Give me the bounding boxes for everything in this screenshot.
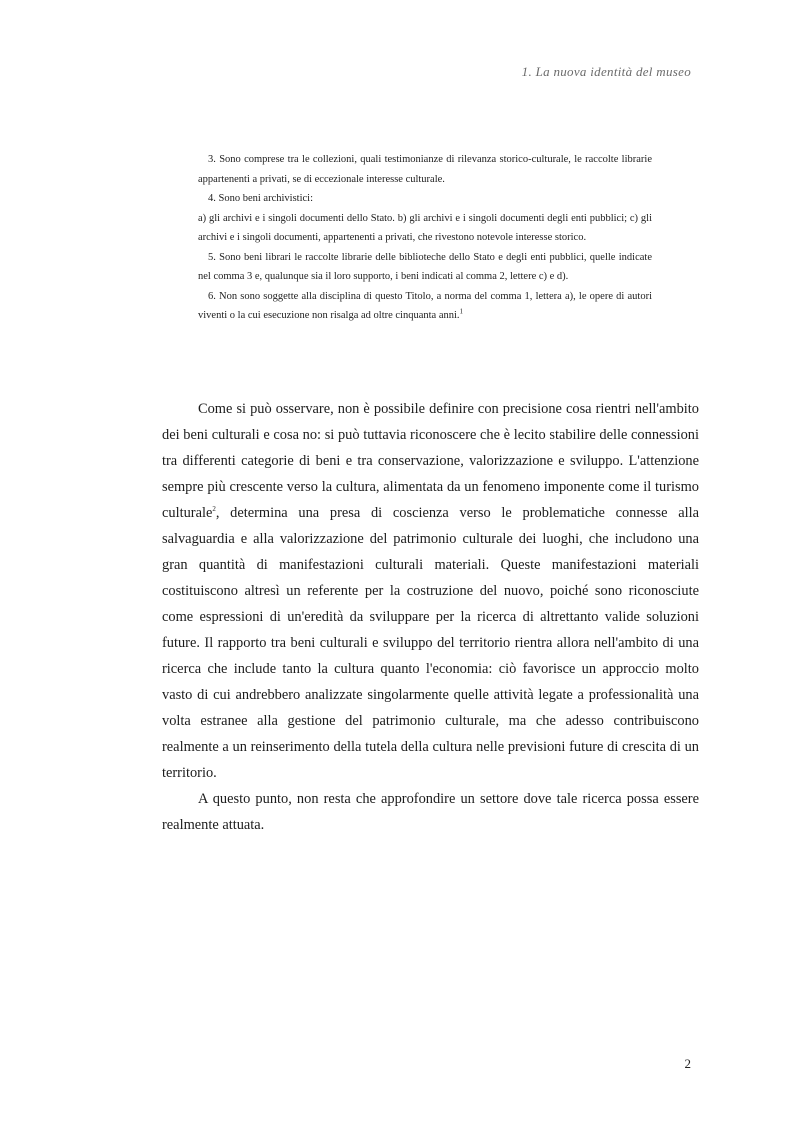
body-paragraph-2: A questo punto, non resta che approfondire un settore dove tale ricerca possa essere realmente attuata. bbox=[162, 791, 699, 833]
quote-paragraph-4: 4. Sono beni archivistici: bbox=[208, 193, 313, 204]
quote-paragraph-3: 3. Sono comprese tra le collezioni, quali testimonianze di rilevanza storico-culturale, le raccolte librarie appartenenti a privati, se di eccezionale interesse culturale. bbox=[198, 154, 652, 185]
running-header: 1. La nuova identità del museo bbox=[521, 64, 691, 79]
legal-quote-block bbox=[198, 150, 652, 326]
body-paragraph-1-part-b: , determina una presa di coscienza verso le problematiche connesse alla salvaguardia e alla valorizzazione del patrimonio culturale dei luoghi, che includono una gran quantità di manifestazioni culturali materiali. Queste manifestazioni materiali costituiscono altresì un referente per la costruzione del nuovo, poiché sono riconosciute come espressioni di un'eredità da sviluppare per la ricerca di altrettanto valide soluzioni future. Il rapporto tra beni culturali e sviluppo del territorio rientra allora nell'ambito di una ricerca che include tanto la cultura quanto l'economia: ciò favorisce un approccio molto vasto di cui andrebbero analizzate singolarmente quelle attività legate a professionalità una volta estranee alla gestione del patrimonio culturale, ma che adesso contribuiscono realmente a un reinserimento della tutela della cultura nelle previsioni future di crescita di un territorio. bbox=[162, 505, 699, 781]
body-text bbox=[162, 396, 699, 838]
quote-paragraph-4-items: a) gli archivi e i singoli documenti dello Stato. b) gli archivi e i singoli documenti degli enti pubblici; c) gli archivi e i singoli documenti, appartenenti a privati, che rivestono notevole interesse storico. bbox=[198, 212, 652, 243]
footnote-ref-2: 2 bbox=[212, 505, 216, 514]
page-number: 2 bbox=[684, 1056, 691, 1071]
quote-paragraph-6 bbox=[198, 287, 652, 326]
footnote-ref-1: 1 bbox=[459, 307, 464, 316]
quote-paragraph-6-text: 6. Non sono soggette alla disciplina di questo Titolo, a norma del comma 1, lettera a), le opere di autori viventi o la cui esecuzione non risalga ad oltre cinquanta anni. bbox=[198, 290, 652, 321]
body-paragraph-1 bbox=[162, 396, 699, 786]
body-paragraph-1-part-a: Come si può osservare, non è possibile definire con precisione cosa rientri nell'ambito dei beni culturali e cosa no: si può tuttavia riconoscere che è lecito stabilire delle connessioni tra differenti categorie di beni e tra conservazione, valorizzazione e sviluppo. L'attenzione sempre più crescente verso la cultura, alimentata da un fenomeno imponente come il turismo culturale bbox=[162, 401, 699, 521]
quote-paragraph-5: 5. Sono beni librari le raccolte librarie delle biblioteche dello Stato e degli enti pubblici, quelle indicate nel comma 3 e, qualunque sia il loro supporto, i beni indicati al comma 2, lettere c) e d). bbox=[198, 251, 652, 282]
